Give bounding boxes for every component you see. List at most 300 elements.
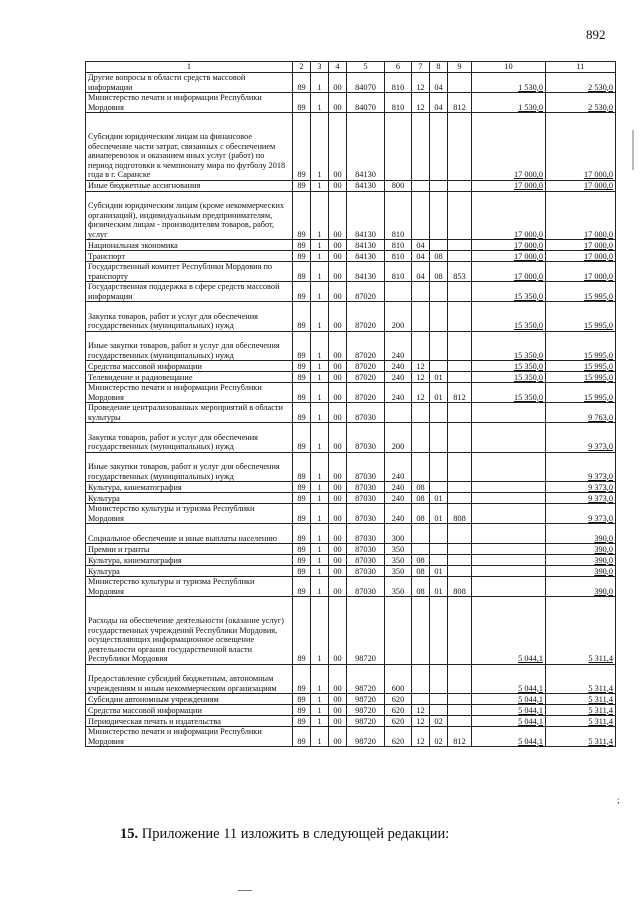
cell-name: Министерство культуры и туризма Республики Мордовия (86, 504, 293, 524)
cell-subsection: 08 (430, 262, 448, 282)
cell-target-article: 87030 (347, 493, 385, 504)
cell-amount-2019: 5 311,4 (546, 705, 616, 716)
cell-amount-2019: 5 311,4 (546, 694, 616, 705)
column-header-1: 1 (86, 62, 293, 73)
cell-name: Культура (86, 493, 293, 504)
cell-name: Министерство печати и информации Республики Мордовия (86, 93, 293, 113)
cell-col-4: 00 (329, 694, 347, 705)
cell-ministry-code (448, 180, 472, 191)
cell-col-4: 00 (329, 482, 347, 493)
cell-col-4: 00 (329, 504, 347, 524)
cell-col-3: 1 (311, 423, 329, 453)
cell-section: 12 (412, 372, 430, 383)
cell-expense-type (385, 403, 412, 423)
cell-col-4: 00 (329, 282, 347, 302)
table-row (86, 566, 616, 577)
cell-name: Министерство печати и информации Республики Мордовия (86, 383, 293, 403)
cell-col-3: 1 (311, 694, 329, 705)
cell-col-2: 89 (293, 566, 311, 577)
table-row (86, 383, 616, 403)
cell-target-article: 87030 (347, 403, 385, 423)
cell-name: Средства массовой информации (86, 705, 293, 716)
cell-expense-type: 240 (385, 383, 412, 403)
table-row (86, 191, 616, 240)
cell-col-3: 1 (311, 403, 329, 423)
cell-col-4: 00 (329, 73, 347, 93)
cell-subsection: 01 (430, 383, 448, 403)
cell-expense-type: 620 (385, 705, 412, 716)
table-row (86, 577, 616, 597)
cell-amount-2018 (472, 524, 546, 544)
cell-amount-2019: 2 530,0 (546, 73, 616, 93)
cell-target-article: 84130 (347, 262, 385, 282)
cell-section (412, 423, 430, 453)
cell-section (412, 403, 430, 423)
cell-expense-type: 810 (385, 240, 412, 251)
table-row (86, 524, 616, 544)
cell-section: 08 (412, 577, 430, 597)
table-header-row (86, 62, 616, 73)
cell-col-4: 00 (329, 302, 347, 332)
cell-expense-type: 600 (385, 664, 412, 694)
cell-col-4: 00 (329, 93, 347, 113)
cell-name: Министерство печати и информации Республики Мордовия (86, 727, 293, 747)
column-header-10: 10 (472, 62, 546, 73)
cell-name: Проведение централизованных мероприятий в области культуры (86, 403, 293, 423)
cell-col-2: 89 (293, 282, 311, 302)
cell-section: 12 (412, 727, 430, 747)
cell-amount-2018: 5 044,1 (472, 597, 546, 665)
instruction-text: Приложение 11 изложить в следующей редакции: (138, 826, 450, 842)
cell-amount-2018: 15 350,0 (472, 331, 546, 361)
cell-target-article: 87030 (347, 544, 385, 555)
cell-col-2: 89 (293, 716, 311, 727)
table-row (86, 452, 616, 482)
cell-col-2: 89 (293, 331, 311, 361)
cell-amount-2019: 15 995,0 (546, 383, 616, 403)
cell-amount-2019: 390,0 (546, 577, 616, 597)
cell-col-4: 00 (329, 716, 347, 727)
cell-col-4: 00 (329, 331, 347, 361)
cell-section: 12 (412, 716, 430, 727)
cell-ministry-code (448, 555, 472, 566)
cell-section: 12 (412, 383, 430, 403)
cell-section: 08 (412, 555, 430, 566)
cell-name: Премии и гранты (86, 544, 293, 555)
cell-amount-2018: 17 000,0 (472, 113, 546, 181)
cell-ministry-code (448, 694, 472, 705)
cell-target-article: 84130 (347, 240, 385, 251)
cell-amount-2019: 9 763,0 (546, 403, 616, 423)
cell-amount-2019: 5 311,4 (546, 716, 616, 727)
cell-col-4: 00 (329, 555, 347, 566)
cell-col-2: 89 (293, 302, 311, 332)
cell-col-3: 1 (311, 716, 329, 727)
cell-col-4: 00 (329, 566, 347, 577)
cell-expense-type: 810 (385, 73, 412, 93)
cell-ministry-code (448, 566, 472, 577)
table-row (86, 597, 616, 665)
cell-col-2: 89 (293, 482, 311, 493)
cell-target-article: 87020 (347, 372, 385, 383)
cell-amount-2018: 5 044,1 (472, 727, 546, 747)
cell-name: Иные закупки товаров, работ и услуг для обеспечения государственных (муниципальных) нужд (86, 331, 293, 361)
cell-ministry-code: 853 (448, 262, 472, 282)
cell-target-article: 98720 (347, 597, 385, 665)
cell-col-2: 89 (293, 555, 311, 566)
table-row (86, 372, 616, 383)
cell-amount-2018 (472, 555, 546, 566)
cell-col-2: 89 (293, 493, 311, 504)
cell-ministry-code (448, 302, 472, 332)
table-row (86, 403, 616, 423)
cell-expense-type: 350 (385, 555, 412, 566)
cell-col-2: 89 (293, 361, 311, 372)
cell-col-2: 89 (293, 664, 311, 694)
column-header-8: 8 (430, 62, 448, 73)
cell-expense-type: 300 (385, 524, 412, 544)
cell-section: 12 (412, 705, 430, 716)
cell-target-article: 98720 (347, 694, 385, 705)
cell-col-3: 1 (311, 191, 329, 240)
cell-target-article: 87030 (347, 504, 385, 524)
cell-col-2: 89 (293, 93, 311, 113)
cell-name: Культура, кинематография (86, 482, 293, 493)
cell-section (412, 282, 430, 302)
cell-expense-type: 200 (385, 302, 412, 332)
cell-subsection: 04 (430, 93, 448, 113)
cell-amount-2018: 1 530,0 (472, 73, 546, 93)
cell-expense-type (385, 113, 412, 181)
budget-table (85, 61, 616, 747)
cell-col-2: 89 (293, 504, 311, 524)
cell-col-3: 1 (311, 555, 329, 566)
cell-col-3: 1 (311, 504, 329, 524)
cell-section: 04 (412, 262, 430, 282)
cell-section: 04 (412, 240, 430, 251)
cell-col-3: 1 (311, 482, 329, 493)
cell-col-2: 89 (293, 423, 311, 453)
instruction-number: 15. (120, 826, 139, 842)
cell-col-3: 1 (311, 113, 329, 181)
cell-amount-2018 (472, 452, 546, 482)
cell-col-4: 00 (329, 423, 347, 453)
cell-section: 08 (412, 504, 430, 524)
cell-section (412, 452, 430, 482)
cell-target-article: 84130 (347, 191, 385, 240)
cell-col-2: 89 (293, 452, 311, 482)
cell-amount-2019: 5 311,4 (546, 597, 616, 665)
cell-name: Субсидии юридическим лицам (кроме некоммерческих организаций), индивидуальным предпринимателям, физическим лицам - производителям товаров, работ, услуг (86, 191, 293, 240)
scan-edge-mark (632, 130, 634, 170)
table-row (86, 544, 616, 555)
cell-name: Субсидии юридическим лицам на финансовое обеспечение части затрат, связанных с обеспечением авиаперевозок и оказанием иных услуг (работ) по период подготовки к чемпионату мира по футболу 2018 года в г. Саранске (86, 113, 293, 181)
table-row (86, 180, 616, 191)
cell-col-2: 89 (293, 544, 311, 555)
cell-expense-type: 350 (385, 577, 412, 597)
cell-ministry-code (448, 705, 472, 716)
cell-ministry-code (448, 544, 472, 555)
cell-subsection: 08 (430, 251, 448, 262)
cell-target-article: 87030 (347, 423, 385, 453)
cell-ministry-code (448, 482, 472, 493)
table-row (86, 493, 616, 504)
cell-col-3: 1 (311, 73, 329, 93)
cell-col-2: 89 (293, 73, 311, 93)
cell-ministry-code (448, 716, 472, 727)
cell-subsection (430, 302, 448, 332)
cell-target-article: 87020 (347, 302, 385, 332)
cell-amount-2019: 9 373,0 (546, 504, 616, 524)
table-row (86, 113, 616, 181)
cell-amount-2019: 17 000,0 (546, 240, 616, 251)
cell-amount-2018 (472, 493, 546, 504)
table-row (86, 331, 616, 361)
cell-expense-type: 810 (385, 191, 412, 240)
cell-amount-2018 (472, 423, 546, 453)
column-header-4: 4 (329, 62, 347, 73)
cell-ministry-code: 812 (448, 383, 472, 403)
cell-col-2: 89 (293, 403, 311, 423)
cell-col-2: 89 (293, 383, 311, 403)
cell-amount-2018: 15 350,0 (472, 361, 546, 372)
cell-col-3: 1 (311, 282, 329, 302)
cell-ministry-code (448, 191, 472, 240)
cell-name: Расходы на обеспечение деятельности (оказание услуг) государственных учреждений Республики Мордовия, осуществляющих информационное освещение деятельности органов государственной власти Республики Мордовия (86, 597, 293, 665)
cell-col-3: 1 (311, 361, 329, 372)
cell-subsection (430, 361, 448, 372)
table-row (86, 423, 616, 453)
cell-col-3: 1 (311, 727, 329, 747)
cell-amount-2018: 1 530,0 (472, 93, 546, 113)
cell-subsection (430, 694, 448, 705)
cell-amount-2019: 390,0 (546, 555, 616, 566)
cell-col-3: 1 (311, 577, 329, 597)
cell-col-2: 89 (293, 191, 311, 240)
cell-subsection (430, 240, 448, 251)
cell-col-3: 1 (311, 372, 329, 383)
cell-col-3: 1 (311, 544, 329, 555)
cell-amount-2018: 17 000,0 (472, 240, 546, 251)
cell-ministry-code (448, 113, 472, 181)
cell-col-2: 89 (293, 240, 311, 251)
cell-amount-2018 (472, 482, 546, 493)
cell-ministry-code: 808 (448, 504, 472, 524)
cell-expense-type: 240 (385, 331, 412, 361)
cell-amount-2018 (472, 544, 546, 555)
cell-target-article: 87020 (347, 331, 385, 361)
cell-amount-2019: 390,0 (546, 566, 616, 577)
cell-col-3: 1 (311, 566, 329, 577)
cell-subsection (430, 524, 448, 544)
cell-name: Транспорт (86, 251, 293, 262)
cell-target-article: 87020 (347, 282, 385, 302)
cell-name: Закупка товаров, работ и услуг для обеспечения государственных (муниципальных) нужд (86, 302, 293, 332)
cell-amount-2019: 9 373,0 (546, 423, 616, 453)
cell-col-4: 00 (329, 403, 347, 423)
cell-col-2: 89 (293, 180, 311, 191)
cell-col-3: 1 (311, 302, 329, 332)
column-header-2: 2 (293, 62, 311, 73)
cell-ministry-code: 812 (448, 93, 472, 113)
cell-name: Государственный комитет Республики Мордовия по транспорту (86, 262, 293, 282)
cell-ministry-code (448, 240, 472, 251)
cell-amount-2019: 15 995,0 (546, 372, 616, 383)
cell-subsection: 01 (430, 493, 448, 504)
cell-ministry-code (448, 361, 472, 372)
cell-subsection (430, 180, 448, 191)
cell-target-article: 98720 (347, 716, 385, 727)
cell-amount-2019: 5 311,4 (546, 727, 616, 747)
cell-target-article: 84070 (347, 73, 385, 93)
cell-subsection: 01 (430, 372, 448, 383)
cell-amount-2019: 390,0 (546, 544, 616, 555)
cell-ministry-code (448, 331, 472, 361)
cell-expense-type: 620 (385, 694, 412, 705)
cell-ministry-code (448, 372, 472, 383)
cell-ministry-code: 808 (448, 577, 472, 597)
column-header-11: 11 (546, 62, 616, 73)
cell-col-3: 1 (311, 262, 329, 282)
cell-expense-type: 810 (385, 262, 412, 282)
table-body (86, 73, 616, 747)
cell-expense-type (385, 282, 412, 302)
cell-amount-2018 (472, 577, 546, 597)
cell-col-2: 89 (293, 694, 311, 705)
cell-subsection (430, 555, 448, 566)
cell-col-3: 1 (311, 240, 329, 251)
cell-col-4: 00 (329, 262, 347, 282)
table-row (86, 282, 616, 302)
cell-subsection (430, 423, 448, 453)
table-row (86, 482, 616, 493)
table-row (86, 705, 616, 716)
cell-amount-2018: 15 350,0 (472, 302, 546, 332)
cell-amount-2018: 15 350,0 (472, 372, 546, 383)
cell-col-4: 00 (329, 251, 347, 262)
cell-ministry-code (448, 251, 472, 262)
cell-amount-2018 (472, 566, 546, 577)
cell-col-2: 89 (293, 597, 311, 665)
cell-col-4: 00 (329, 705, 347, 716)
cell-col-3: 1 (311, 452, 329, 482)
cell-col-3: 1 (311, 180, 329, 191)
cell-ministry-code (448, 73, 472, 93)
cell-col-4: 00 (329, 191, 347, 240)
cell-col-3: 1 (311, 331, 329, 361)
cell-name: Иные бюджетные ассигнования (86, 180, 293, 191)
cell-amount-2018: 5 044,1 (472, 705, 546, 716)
cell-col-2: 89 (293, 727, 311, 747)
column-header-5: 5 (347, 62, 385, 73)
cell-col-2: 89 (293, 577, 311, 597)
cell-expense-type: 620 (385, 727, 412, 747)
table-row (86, 664, 616, 694)
cell-subsection (430, 664, 448, 694)
cell-subsection (430, 113, 448, 181)
cell-name: Социальное обеспечение и иные выплаты населению (86, 524, 293, 544)
cell-section (412, 331, 430, 361)
cell-expense-type: 240 (385, 372, 412, 383)
table-row (86, 504, 616, 524)
cell-subsection (430, 705, 448, 716)
cell-section: 12 (412, 361, 430, 372)
cell-ministry-code (448, 664, 472, 694)
cell-name: Иные закупки товаров, работ и услуг для обеспечения государственных (муниципальных) нужд (86, 452, 293, 482)
cell-col-4: 00 (329, 240, 347, 251)
cell-amount-2019: 9 373,0 (546, 493, 616, 504)
cell-expense-type: 240 (385, 361, 412, 372)
table-row (86, 93, 616, 113)
cell-name: Телевидение и радиовещание (86, 372, 293, 383)
cell-col-4: 00 (329, 452, 347, 482)
cell-subsection: 01 (430, 504, 448, 524)
cell-col-4: 00 (329, 113, 347, 181)
cell-amount-2019: 17 000,0 (546, 251, 616, 262)
cell-col-4: 00 (329, 361, 347, 372)
cell-name: Предоставление субсидий бюджетным, автономным учреждениям и иным некоммерческим организациям (86, 664, 293, 694)
cell-section: 08 (412, 566, 430, 577)
cell-section: 08 (412, 493, 430, 504)
cell-subsection: 02 (430, 716, 448, 727)
cell-ministry-code (448, 282, 472, 302)
cell-expense-type (385, 597, 412, 665)
cell-col-3: 1 (311, 705, 329, 716)
table-row (86, 251, 616, 262)
cell-amount-2019: 15 995,0 (546, 331, 616, 361)
table-row (86, 555, 616, 566)
cell-expense-type: 620 (385, 716, 412, 727)
cell-target-article: 87030 (347, 566, 385, 577)
cell-section (412, 664, 430, 694)
cell-col-4: 00 (329, 577, 347, 597)
cell-amount-2019: 17 000,0 (546, 191, 616, 240)
cell-section: 04 (412, 251, 430, 262)
cell-expense-type: 350 (385, 544, 412, 555)
cell-target-article: 87030 (347, 555, 385, 566)
cell-amount-2018: 17 000,0 (472, 262, 546, 282)
cell-amount-2018: 5 044,1 (472, 694, 546, 705)
cell-col-4: 00 (329, 180, 347, 191)
cell-col-3: 1 (311, 251, 329, 262)
cell-target-article: 87030 (347, 482, 385, 493)
cell-col-4: 00 (329, 383, 347, 403)
cell-amount-2018: 15 350,0 (472, 383, 546, 403)
cell-amount-2018: 5 044,1 (472, 664, 546, 694)
cell-col-4: 00 (329, 544, 347, 555)
cell-amount-2019: 2 530,0 (546, 93, 616, 113)
cell-amount-2019: 5 311,4 (546, 664, 616, 694)
cell-target-article: 98720 (347, 727, 385, 747)
column-header-9: 9 (448, 62, 472, 73)
cell-amount-2018 (472, 504, 546, 524)
cell-target-article: 84130 (347, 113, 385, 181)
table-row (86, 361, 616, 372)
cell-amount-2018: 15 350,0 (472, 282, 546, 302)
cell-target-article: 87030 (347, 524, 385, 544)
cell-section (412, 597, 430, 665)
cell-col-4: 00 (329, 597, 347, 665)
cell-ministry-code (448, 403, 472, 423)
cell-amount-2019: 15 995,0 (546, 302, 616, 332)
cell-col-4: 00 (329, 493, 347, 504)
cell-target-article: 87030 (347, 577, 385, 597)
cell-col-3: 1 (311, 383, 329, 403)
cell-section (412, 180, 430, 191)
cell-subsection (430, 191, 448, 240)
column-header-7: 7 (412, 62, 430, 73)
cell-amount-2019: 390,0 (546, 524, 616, 544)
